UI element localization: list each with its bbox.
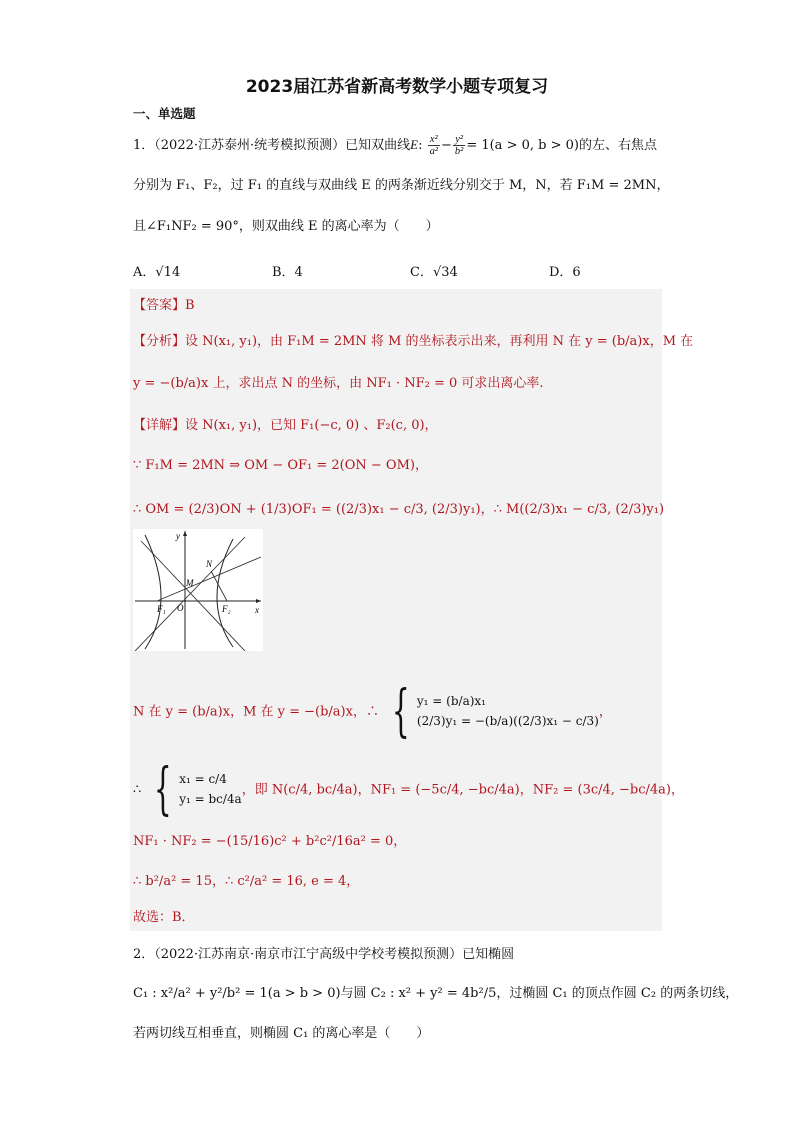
detail-line-5: ∴ { x₁ = c/4 y₁ = bc/4a ，即 N(c/4, bc/4a)，NF₁ = (−5c/4, −bc/4a)，NF₂ = (3c/4, −bc/4a)， [133, 757, 685, 822]
q1-curve-name: E [410, 137, 419, 153]
detail-line-1: 【详解】设 N(x₁, y₁)，已知 F₁(−c, 0) 、F₂(c, 0)， [133, 418, 438, 433]
x-axis-arrow [256, 599, 261, 603]
hyperbola-diagram [133, 529, 263, 651]
equation-system-1 [417, 694, 599, 729]
q1-line-2: 分别为 F₁、F₂，过 F₁ 的直线与双曲线 E 的两条渐近线分别交于 M，N，若 F₁M = 2MN， [133, 178, 670, 193]
frac-y2-b2: $\frac{\text{y²}}{\text{b²}}$ [454, 134, 464, 158]
page-title: 2023届江苏省新高考数学小题专项复习 [245, 77, 549, 97]
q1-line-3: 且∠F₁NF₂ = 90°，则双曲线 E 的离心率为（ ） [133, 219, 439, 234]
system-2-eq-a: x₁ = c/4 [179, 772, 227, 787]
y-axis-arrow [183, 531, 187, 536]
section-heading: 一、单选题 [133, 106, 196, 121]
detail-line-2: ∵ F₁M = 2MN ⇒ OM − OF₁ = 2(ON − OM)， [133, 458, 428, 473]
label-x: x [255, 605, 259, 615]
system-brace-1: { [392, 679, 410, 744]
label-n: N [206, 559, 213, 569]
label-f2: F₂ [222, 604, 231, 614]
system-1-eq-b: (2/3)y₁ = −(b/a)((2/3)x₁ − c/3) [416, 714, 599, 728]
q2-line-2: C₁ : x²/a² + y²/b² = 1(a > b > 0)与圆 C₂ : x² + y² = 4b²/5，过椭圆 C₁ 的顶点作圆 C₂ 的两条切线， [133, 986, 739, 1001]
option-b: B．4 [272, 265, 303, 280]
option-a: A．√14 [133, 265, 181, 280]
q1-prefix: 1．（2022·江苏泰州·统考模拟预测）已知双曲线 [133, 138, 411, 154]
detail-line-3: ∴ OM = (2/3)ON + (1/3)OF₁ = ((2/3)x₁ − c/3, (2/3)y₁)，∴ M((2/3)x₁ − c/3, (2/3)y₁) [133, 502, 665, 517]
system-1-eq-a: y₁ = (b/a)x₁ [416, 694, 486, 709]
label-o: O [177, 603, 184, 613]
system-brace-2: { [154, 757, 173, 822]
option-c: C．√34 [410, 265, 458, 280]
detail-line-6: NF₁ · NF₂ = −(15/16)c² + b²c²/16a² = 0， [133, 834, 407, 849]
equation-system-2 [179, 772, 242, 807]
analysis-line-2: y = −(b/a)x 上，求出点 N 的坐标，由 NF₁ · NF₂ = 0 可求出离心率. [133, 376, 544, 391]
detail-4-text: N 在 y = (b/a)x，M 在 y = −(b/a)x，∴ [133, 704, 379, 720]
label-m: M [186, 578, 194, 588]
label-y: y [176, 531, 180, 541]
conclusion: 故选：B． [133, 910, 195, 925]
q1-line-1: 1．（2022·江苏泰州·统考模拟预测）已知双曲线E: $\frac{\text{x²}}{\text{a²}}$ − $\frac{\text{y²}}{\text{b²}}$ = 1(a > 0, b > 0)的左、右焦点 [133, 134, 657, 158]
hyperbola-right-branch [217, 539, 233, 647]
asymptote-1 [141, 541, 245, 651]
detail-line-7: ∴ b²/a² = 15，∴ c²/a² = 16, e = 4， [133, 874, 360, 889]
q2-line-1: 2．（2022·江苏南京·南京市江宁高级中学校考模拟预测）已知椭圆 [133, 947, 515, 962]
detail-line-4: N 在 y = (b/a)x，M 在 y = −(b/a)x，∴ { y₁ = (b/a)x₁ (2/3)y₁ = −(b/a)((2/3)x₁ − c/3) ， [133, 679, 612, 744]
option-d: D．6 [549, 265, 581, 280]
answer-label: 【答案】B [133, 298, 195, 313]
hyperbola-figure [133, 529, 263, 651]
q2-line-3: 若两切线互相垂直，则椭圆 C₁ 的离心率是（ ） [133, 1026, 430, 1041]
system-2-eq-b: y₁ = bc/4a [179, 792, 242, 806]
detail-5-text: ，即 N(c/4, bc/4a)，NF₁ = (−5c/4, −bc/4a)，NF₂ = (3c/4, −bc/4a)， [241, 782, 685, 798]
q1-eq-tail: = 1(a > 0, b > 0)的左、右焦点 [466, 138, 657, 154]
label-f1: F₁ [157, 604, 166, 614]
frac-x2-a2: $\frac{\text{x²}}{\text{a²}}$ [429, 134, 438, 158]
analysis-line-1: 【分析】设 N(x₁, y₁)，由 F₁M = 2MN 将 M 的坐标表示出来，再利用 N 在 y = (b/a)x，M 在 [133, 334, 694, 349]
